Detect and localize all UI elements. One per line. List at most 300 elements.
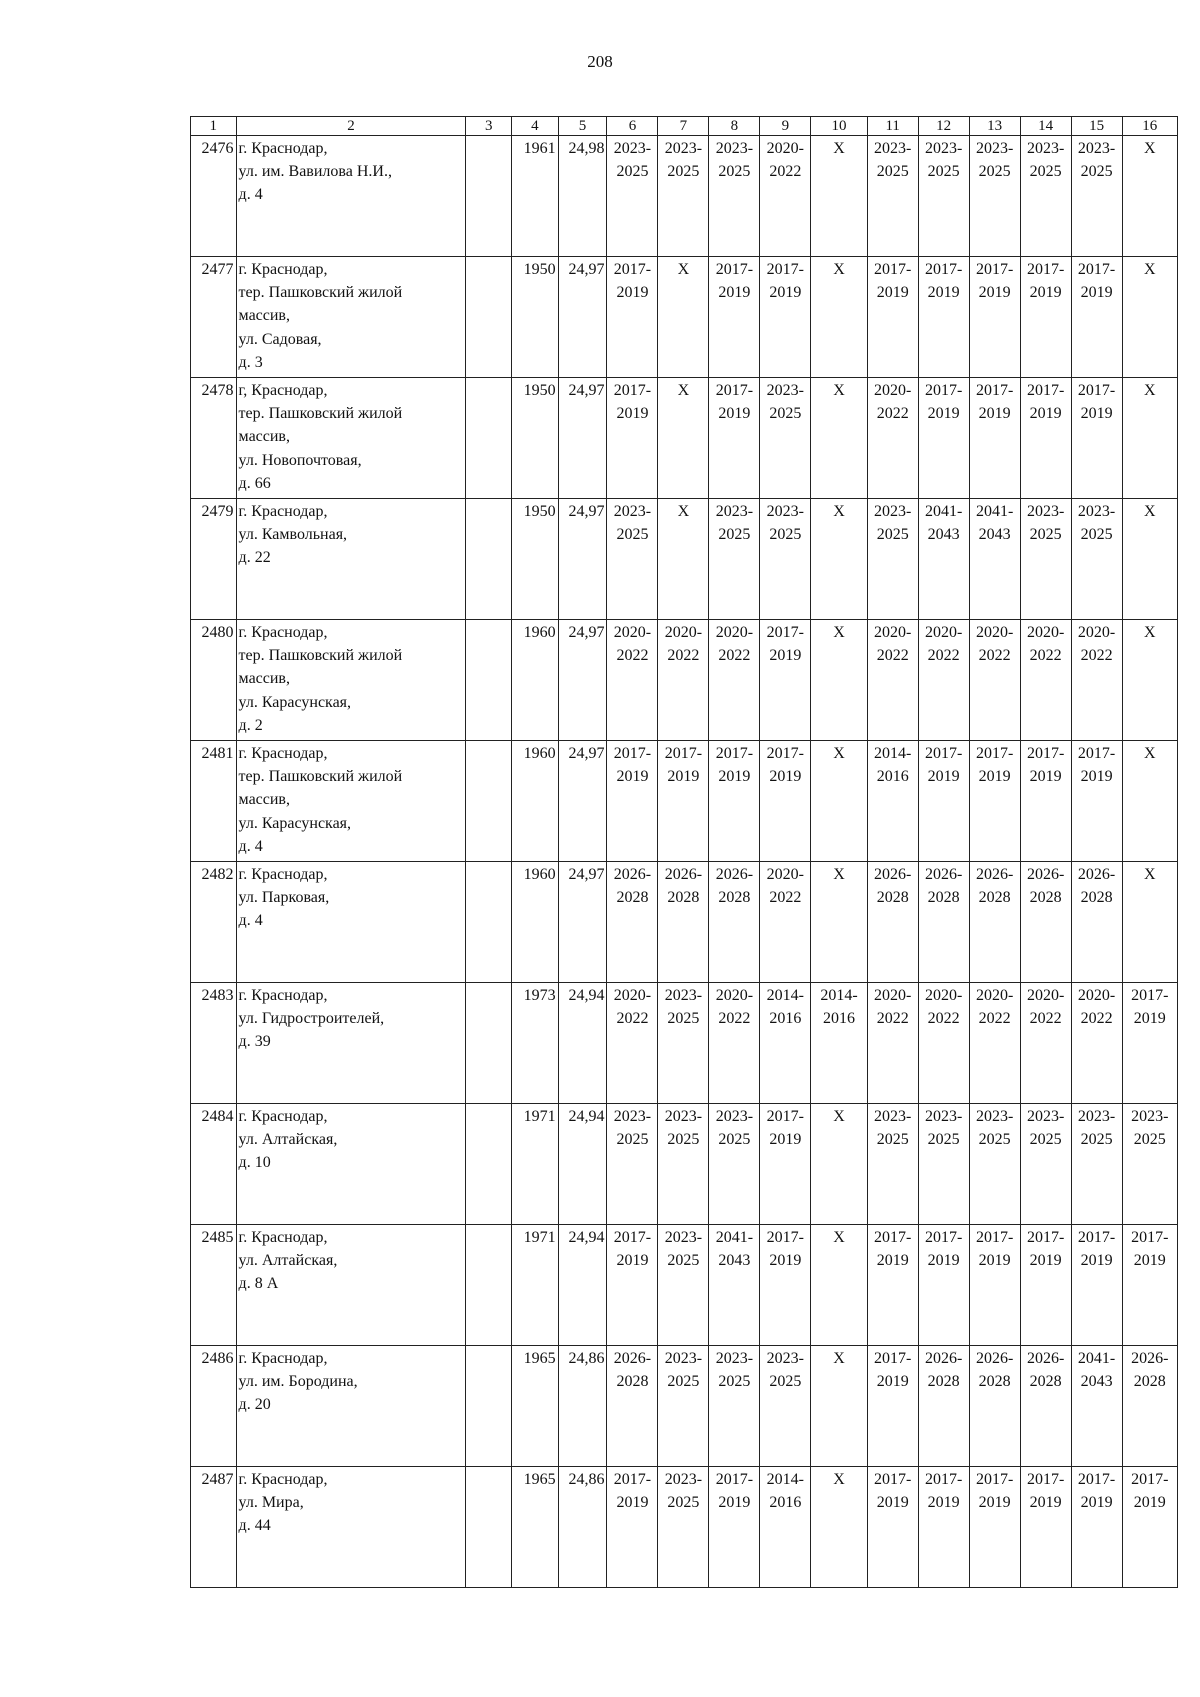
period-line: 2020- — [874, 987, 912, 1004]
period-line: 2019 — [978, 1252, 1011, 1270]
period-line: 2017- — [925, 1471, 963, 1488]
period-cell-col-16 — [1122, 499, 1177, 620]
period-cell-col-16 — [1122, 257, 1177, 378]
period-cell-col-15 — [1071, 862, 1122, 983]
period-cell-col-6 — [607, 620, 658, 741]
period-line: 2020- — [975, 987, 1014, 1004]
period-line: X — [1144, 382, 1156, 399]
period-line: 2017- — [715, 1471, 754, 1488]
period-line: 2023- — [1131, 1108, 1169, 1125]
build-year-cell: 1960 — [512, 862, 559, 983]
period-line: 2017- — [925, 1229, 963, 1246]
period-line: 2022 — [1029, 1010, 1062, 1028]
row-number: 2478 — [191, 378, 237, 499]
period-cell-col-8 — [709, 257, 760, 378]
period-cell-col-9 — [760, 1104, 811, 1225]
column-3-cell — [466, 378, 512, 499]
address-line: г. Краснодар, — [238, 987, 328, 1004]
period-line: 2020- — [975, 624, 1014, 641]
period-cell-col-6 — [607, 136, 658, 257]
period-cell-col-15 — [1071, 1467, 1122, 1588]
period-line: 2016 — [823, 1010, 856, 1028]
period-line: 2026- — [925, 866, 963, 883]
period-cell-col-13 — [969, 1225, 1020, 1346]
period-line: 2025 — [667, 1010, 700, 1028]
period-cell-col-16 — [1122, 862, 1177, 983]
period-line: 2019 — [616, 1494, 649, 1512]
period-cell-col-7 — [658, 1467, 709, 1588]
period-line: 2019 — [978, 1494, 1011, 1512]
period-line: 2019 — [927, 768, 960, 786]
period-cell-col-8 — [709, 1467, 760, 1588]
wear-percent-cell: 24,94 — [558, 1104, 607, 1225]
address-line: тер. Пашковский жилой — [238, 768, 403, 786]
period-line: 2019 — [769, 647, 802, 665]
address-cell — [236, 378, 466, 499]
period-line: 2023- — [664, 140, 703, 157]
period-cell-col-12 — [918, 741, 969, 862]
period-cell-col-13 — [969, 378, 1020, 499]
period-line: 2025 — [769, 405, 802, 423]
wear-percent-cell: 24,98 — [558, 136, 607, 257]
period-cell-col-16 — [1122, 136, 1177, 257]
address-line: г. Краснодар, — [238, 1471, 328, 1488]
period-line: 2028 — [1133, 1373, 1166, 1391]
table-body — [191, 136, 1178, 1588]
period-cell-col-15 — [1071, 1225, 1122, 1346]
period-line: 2017- — [975, 1229, 1014, 1246]
period-line: 2023- — [766, 382, 804, 399]
period-line: 2023- — [874, 140, 912, 157]
period-line: 2019 — [876, 1494, 909, 1512]
period-cell-col-15 — [1071, 499, 1122, 620]
period-cell-col-7 — [658, 257, 709, 378]
period-line: 2043 — [978, 526, 1011, 544]
period-cell-col-12 — [918, 1467, 969, 1588]
column-3-cell — [466, 983, 512, 1104]
wear-percent-cell: 24,97 — [558, 862, 607, 983]
period-line: X — [833, 140, 845, 157]
period-line: 2017- — [613, 261, 652, 278]
period-line: 2017- — [613, 1471, 652, 1488]
address-line: массив, — [238, 670, 290, 688]
period-line: 2028 — [1029, 889, 1062, 907]
period-cell-col-13 — [969, 862, 1020, 983]
period-line: 2022 — [718, 647, 751, 665]
period-line: 2019 — [1029, 1252, 1062, 1270]
period-cell-col-9 — [760, 499, 811, 620]
period-line: 2016 — [769, 1494, 802, 1512]
period-line: 2023- — [715, 140, 754, 157]
period-cell-col-10 — [811, 136, 867, 257]
period-line: 2023- — [664, 1229, 703, 1246]
period-line: 2020- — [1026, 987, 1065, 1004]
wear-percent-cell: 24,97 — [558, 378, 607, 499]
period-line: 2026- — [1026, 866, 1065, 883]
period-cell-col-16 — [1122, 983, 1177, 1104]
period-line: 2028 — [616, 1373, 649, 1391]
period-cell-col-14 — [1020, 378, 1071, 499]
period-line: 2020- — [1077, 987, 1116, 1004]
period-line: 2019 — [1029, 1494, 1062, 1512]
table-row — [191, 1104, 1178, 1225]
address-line: д. 2 — [238, 716, 263, 734]
period-cell-col-12 — [918, 620, 969, 741]
period-line: 2025 — [667, 1252, 700, 1270]
period-line: 2028 — [927, 1373, 960, 1391]
wear-percent-cell: 24,97 — [558, 257, 607, 378]
period-line: 2020- — [715, 624, 754, 641]
period-cell-col-14 — [1020, 1467, 1071, 1588]
column-3-cell — [466, 1467, 512, 1588]
period-cell-col-6 — [607, 983, 658, 1104]
build-year-cell: 1950 — [512, 499, 559, 620]
period-cell-col-13 — [969, 257, 1020, 378]
column-3-cell — [466, 1104, 512, 1225]
period-cell-col-6 — [607, 1104, 658, 1225]
period-line: 2023- — [874, 1108, 912, 1125]
wear-percent-cell: 24,86 — [558, 1467, 607, 1588]
period-line: 2028 — [978, 889, 1011, 907]
period-cell-col-10 — [811, 862, 867, 983]
period-cell-col-12 — [918, 983, 969, 1104]
row-number: 2481 — [191, 741, 237, 862]
period-line: X — [833, 1350, 845, 1367]
period-cell-col-8 — [709, 983, 760, 1104]
period-cell-col-9 — [760, 1346, 811, 1467]
period-line: 2017- — [715, 382, 754, 399]
period-cell-col-10 — [811, 1225, 867, 1346]
period-line: 2026- — [874, 866, 912, 883]
column-header-8: 8 — [709, 117, 760, 136]
address-line: ул. Садовая, — [238, 330, 322, 348]
period-line: 2019 — [1133, 1252, 1166, 1270]
period-line: 2019 — [1029, 405, 1062, 423]
period-line: 2014- — [874, 745, 912, 762]
period-line: 2023- — [925, 1108, 963, 1125]
address-line: д. 44 — [238, 1517, 271, 1535]
address-line: ул. Алтайская, — [238, 1131, 338, 1149]
period-line: 2019 — [978, 768, 1011, 786]
period-line: 2026- — [715, 866, 754, 883]
period-cell-col-11 — [867, 136, 918, 257]
period-line: 2025 — [1029, 163, 1062, 181]
period-line: 2019 — [927, 1252, 960, 1270]
period-line: 2023- — [664, 987, 703, 1004]
period-line: 2020- — [715, 987, 754, 1004]
period-cell-col-12 — [918, 499, 969, 620]
period-line: 2026- — [1077, 866, 1116, 883]
period-cell-col-14 — [1020, 1225, 1071, 1346]
period-line: 2020- — [664, 624, 703, 641]
period-cell-col-15 — [1071, 741, 1122, 862]
period-cell-col-14 — [1020, 983, 1071, 1104]
period-line: 2016 — [876, 768, 909, 786]
period-line: 2022 — [769, 889, 802, 907]
period-line: 2025 — [718, 526, 751, 544]
column-3-cell — [466, 257, 512, 378]
address-line: массив, — [238, 428, 290, 446]
period-cell-col-9 — [760, 136, 811, 257]
period-cell-col-10 — [811, 1104, 867, 1225]
period-line: 2017- — [766, 1229, 804, 1246]
period-line: 2017- — [1026, 1471, 1065, 1488]
column-header-6: 6 — [607, 117, 658, 136]
period-line: 2026- — [975, 1350, 1014, 1367]
row-number: 2486 — [191, 1346, 237, 1467]
period-line: 2020- — [613, 987, 652, 1004]
period-cell-col-14 — [1020, 1346, 1071, 1467]
period-line: 2017- — [715, 745, 754, 762]
period-line: 2019 — [616, 1252, 649, 1270]
period-cell-col-13 — [969, 741, 1020, 862]
address-line: г. Краснодар, — [238, 1350, 328, 1367]
period-cell-col-11 — [867, 862, 918, 983]
period-line: 2019 — [1080, 405, 1113, 423]
address-line: д. 4 — [238, 837, 263, 855]
period-cell-col-9 — [760, 620, 811, 741]
address-line: ул. Карасунская, — [238, 814, 352, 832]
period-cell-col-14 — [1020, 136, 1071, 257]
period-line: 2025 — [1029, 526, 1062, 544]
period-line: X — [833, 1471, 845, 1488]
period-cell-col-8 — [709, 741, 760, 862]
period-cell-col-10 — [811, 1467, 867, 1588]
period-cell-col-11 — [867, 983, 918, 1104]
period-cell-col-13 — [969, 1467, 1020, 1588]
period-line: 2025 — [876, 163, 909, 181]
period-cell-col-9 — [760, 257, 811, 378]
period-line: 2020- — [766, 140, 804, 157]
address-cell — [236, 620, 466, 741]
period-cell-col-13 — [969, 620, 1020, 741]
period-line: 2023- — [766, 503, 804, 520]
period-line: 2017- — [1077, 1229, 1116, 1246]
table-row — [191, 257, 1178, 378]
period-line: 2025 — [1029, 1131, 1062, 1149]
period-line: 2028 — [1029, 1373, 1062, 1391]
period-line: 2026- — [664, 866, 703, 883]
period-cell-col-8 — [709, 1225, 760, 1346]
build-year-cell: 1950 — [512, 257, 559, 378]
build-year-cell: 1971 — [512, 1225, 559, 1346]
period-cell-col-6 — [607, 862, 658, 983]
column-header-5: 5 — [558, 117, 607, 136]
period-line: 2026- — [613, 866, 652, 883]
period-cell-col-9 — [760, 741, 811, 862]
column-header-3: 3 — [466, 117, 512, 136]
period-line: 2019 — [1080, 768, 1113, 786]
period-line: 2028 — [978, 1373, 1011, 1391]
period-line: 2019 — [718, 284, 751, 302]
period-line: 2023- — [874, 503, 912, 520]
period-line: 2019 — [876, 1373, 909, 1391]
period-cell-col-9 — [760, 1467, 811, 1588]
period-line: 2028 — [1080, 889, 1113, 907]
period-line: 2020- — [1026, 624, 1065, 641]
period-line: 2025 — [1080, 163, 1113, 181]
build-year-cell: 1965 — [512, 1467, 559, 1588]
address-line: г. Краснодар, — [238, 503, 328, 520]
period-line: 2023- — [975, 1108, 1014, 1125]
address-cell — [236, 862, 466, 983]
column-header-2: 2 — [236, 117, 466, 136]
period-line: 2019 — [718, 1494, 751, 1512]
period-line: 2025 — [718, 163, 751, 181]
period-line: 2023- — [1077, 1108, 1116, 1125]
period-line: X — [833, 624, 845, 641]
address-line: д. 22 — [238, 549, 271, 567]
period-line: 2025 — [927, 1131, 960, 1149]
period-line: 2022 — [978, 647, 1011, 665]
period-line: 2019 — [978, 284, 1011, 302]
column-header-4: 4 — [512, 117, 559, 136]
period-line: 2025 — [667, 163, 700, 181]
period-line: 2017- — [613, 382, 652, 399]
column-3-cell — [466, 1225, 512, 1346]
table-row — [191, 1346, 1178, 1467]
build-year-cell: 1960 — [512, 741, 559, 862]
address-cell — [236, 499, 466, 620]
period-cell-col-7 — [658, 378, 709, 499]
period-line: 2041- — [1077, 1350, 1116, 1367]
period-line: 2017- — [1026, 382, 1065, 399]
period-line: X — [1144, 745, 1156, 762]
period-line: 2023- — [1026, 140, 1065, 157]
period-cell-col-10 — [811, 499, 867, 620]
period-line: 2028 — [718, 889, 751, 907]
table-row — [191, 741, 1178, 862]
housing-repair-schedule-table — [190, 116, 1178, 1588]
address-line: ул. Камвольная, — [238, 526, 348, 544]
period-line: 2017- — [613, 1229, 652, 1246]
period-line: 2025 — [1080, 526, 1113, 544]
address-line: г. Краснодар, — [238, 1229, 328, 1246]
period-line: 2019 — [1029, 284, 1062, 302]
address-line: ул. Новопочтовая, — [238, 451, 362, 469]
period-line: X — [833, 745, 845, 762]
period-line: 2017- — [1026, 261, 1065, 278]
period-cell-col-7 — [658, 1225, 709, 1346]
period-cell-col-13 — [969, 1346, 1020, 1467]
period-line: 2043 — [927, 526, 960, 544]
period-line: 2025 — [978, 1131, 1011, 1149]
period-cell-col-16 — [1122, 1225, 1177, 1346]
period-cell-col-11 — [867, 1467, 918, 1588]
period-line: 2022 — [1080, 647, 1113, 665]
column-header-16: 16 — [1122, 117, 1177, 136]
period-line: 2019 — [616, 284, 649, 302]
period-cell-col-8 — [709, 136, 760, 257]
period-line: 2026- — [613, 1350, 652, 1367]
period-line: 2023- — [715, 1108, 754, 1125]
period-line: 2020- — [874, 624, 912, 641]
period-line: 2020- — [613, 624, 652, 641]
period-cell-col-7 — [658, 499, 709, 620]
period-line: 2017- — [613, 745, 652, 762]
row-number: 2476 — [191, 136, 237, 257]
column-header-15: 15 — [1071, 117, 1122, 136]
period-line: X — [833, 503, 845, 520]
period-line: 2017- — [766, 261, 804, 278]
period-line: 2028 — [616, 889, 649, 907]
period-cell-col-10 — [811, 620, 867, 741]
address-line: массив, — [238, 791, 290, 809]
period-line: 2022 — [978, 1010, 1011, 1028]
period-line: 2020- — [925, 624, 963, 641]
period-line: 2017- — [766, 624, 804, 641]
period-line: X — [1144, 503, 1156, 520]
period-line: 2019 — [769, 1252, 802, 1270]
period-cell-col-14 — [1020, 620, 1071, 741]
period-line: 2026- — [1131, 1350, 1169, 1367]
period-cell-col-10 — [811, 741, 867, 862]
period-line: 2020- — [925, 987, 963, 1004]
address-cell — [236, 1104, 466, 1225]
period-line: 2019 — [667, 768, 700, 786]
address-line: массив, — [238, 307, 290, 325]
period-line: 2025 — [769, 526, 802, 544]
column-3-cell — [466, 499, 512, 620]
period-line: 2014- — [766, 1471, 804, 1488]
period-line: 2025 — [1133, 1131, 1166, 1149]
row-number: 2485 — [191, 1225, 237, 1346]
table-row — [191, 136, 1178, 257]
period-line: 2028 — [667, 889, 700, 907]
column-number-row — [191, 117, 1178, 136]
period-line: 2043 — [718, 1252, 751, 1270]
period-line: 2025 — [1080, 1131, 1113, 1149]
period-cell-col-8 — [709, 499, 760, 620]
address-line: ул. Мира, — [238, 1494, 304, 1512]
address-line: д. 66 — [238, 474, 271, 492]
period-line: 2023- — [1026, 1108, 1065, 1125]
period-line: 2017- — [1131, 1229, 1169, 1246]
period-line: 2019 — [1133, 1010, 1166, 1028]
wear-percent-cell: 24,97 — [558, 741, 607, 862]
row-number: 2479 — [191, 499, 237, 620]
address-line: д. 8 А — [238, 1275, 279, 1293]
period-line: 2043 — [1080, 1373, 1113, 1391]
period-line: 2020- — [1077, 624, 1116, 641]
column-header-14: 14 — [1020, 117, 1071, 136]
period-cell-col-12 — [918, 862, 969, 983]
period-line: 2023- — [664, 1471, 703, 1488]
table-row — [191, 1225, 1178, 1346]
period-line: 2028 — [876, 889, 909, 907]
period-cell-col-10 — [811, 257, 867, 378]
period-cell-col-11 — [867, 620, 918, 741]
period-line: 2023- — [766, 1350, 804, 1367]
period-line: 2017- — [874, 1350, 912, 1367]
period-line: 2017- — [975, 1471, 1014, 1488]
address-line: тер. Пашковский жилой — [238, 284, 403, 302]
period-cell-col-16 — [1122, 1467, 1177, 1588]
period-cell-col-9 — [760, 1225, 811, 1346]
period-line: 2017- — [1131, 987, 1169, 1004]
period-line: 2017- — [874, 1471, 912, 1488]
row-number: 2480 — [191, 620, 237, 741]
period-cell-col-10 — [811, 378, 867, 499]
period-cell-col-12 — [918, 1225, 969, 1346]
address-line: г. Краснодар, — [238, 261, 328, 278]
period-cell-col-12 — [918, 1104, 969, 1225]
row-number: 2487 — [191, 1467, 237, 1588]
address-cell — [236, 1225, 466, 1346]
address-line: д. 4 — [238, 912, 263, 930]
period-line: 2025 — [667, 1131, 700, 1149]
row-number: 2483 — [191, 983, 237, 1104]
